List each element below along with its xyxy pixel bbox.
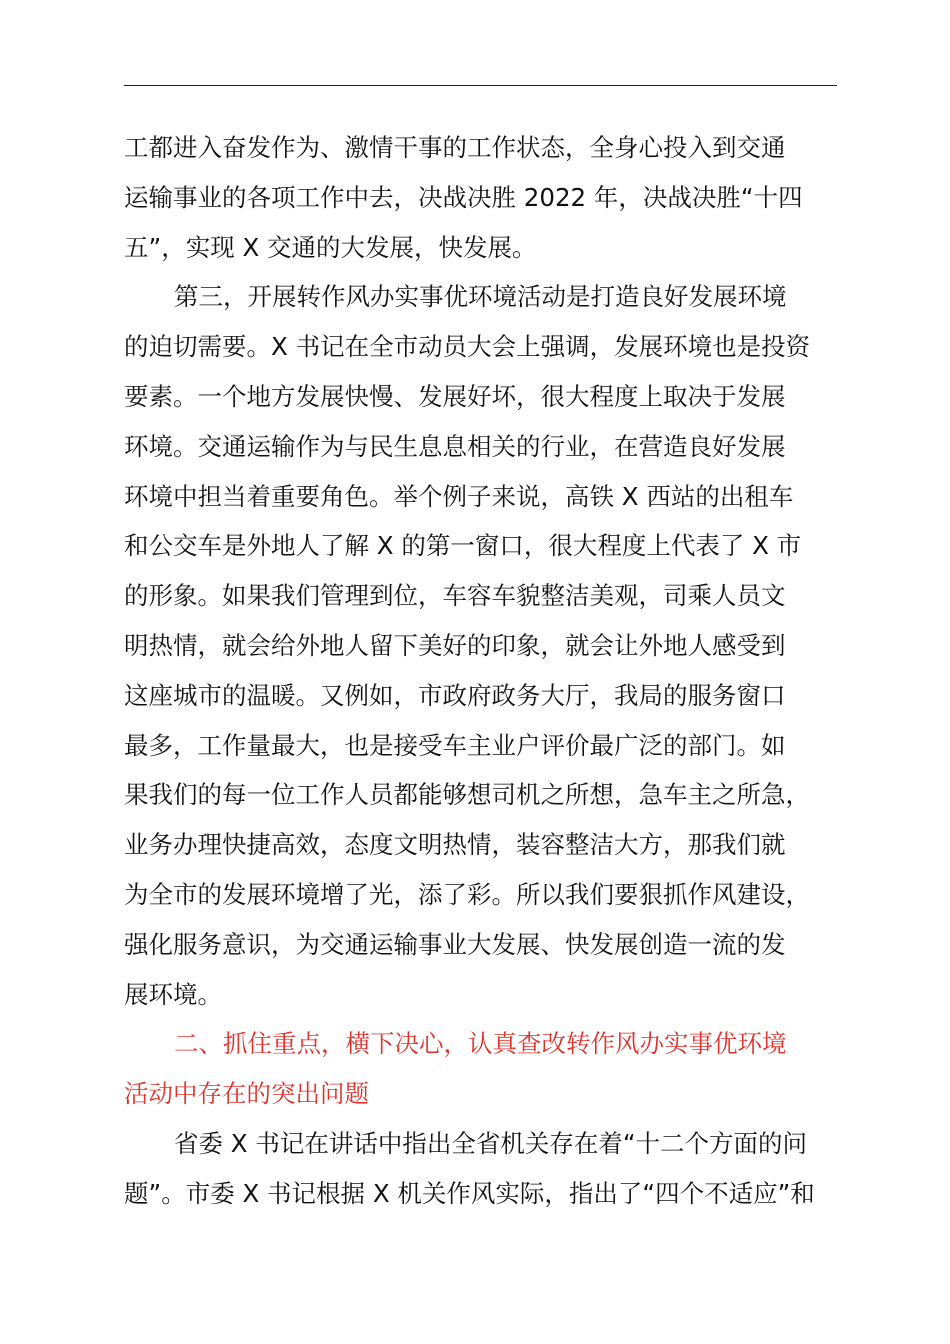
text-line: 强化服务意识，为交通运输事业大发展、快发展创造一流的发 (124, 929, 786, 959)
text-line: 第三，开展转作风办实事优环境活动是打造良好发展环境 (174, 282, 787, 312)
text-line: 的迫切需要。X 书记在全市动员大会上强调，发展环境也是投资 (124, 332, 811, 362)
text-line: 五”，实现 X 交通的大发展，快发展。 (124, 232, 537, 262)
text-line: 最多，工作量最大，也是接受车主业户评价最广泛的部门。如 (124, 730, 786, 760)
text-line: 活动中存在的突出问题 (124, 1079, 369, 1109)
text-line: 为全市的发展环境增了光，添了彩。所以我们要狠抓作风建设， (124, 879, 810, 909)
paragraph (124, 272, 864, 1019)
text-line: 环境。交通运输作为与民生息息相关的行业，在营造良好发展 (124, 431, 786, 461)
text-line: 要素。一个地方发展快慢、发展好坏，很大程度上取决于发展 (124, 381, 786, 411)
text-line: 的形象。如果我们管理到位，车容车貌整洁美观，司乘人员文 (124, 581, 786, 611)
text-line: 展环境。 (124, 979, 222, 1009)
text-line: 省委 X 书记在讲话中指出全省机关存在着“十二个方面的问 (174, 1128, 808, 1158)
document-body (124, 123, 864, 1219)
text-line: 运输事业的各项工作中去，决战决胜 2022 年，决战决胜“十四 (124, 182, 803, 212)
text-line: 题”。市委 X 书记根据 X 机关作风实际，指出了“四个不适应”和 (124, 1178, 815, 1208)
text-line: 业务办理快捷高效，态度文明热情，装容整洁大方，那我们就 (124, 830, 786, 860)
text-line: 工都进入奋发作为、激情干事的工作状态，全身心投入到交通 (124, 133, 786, 162)
paragraph (124, 1119, 864, 1219)
text-line: 明热情，就会给外地人留下美好的印象，就会让外地人感受到 (124, 630, 786, 660)
text-line: 果我们的每一位工作人员都能够想司机之所想，急车主之所急， (124, 780, 810, 810)
paragraph (124, 123, 864, 272)
text-line: 环境中担当着重要角色。举个例子来说，高铁 X 西站的出租车 (124, 481, 794, 511)
header-rule (124, 85, 837, 86)
text-line: 这座城市的温暖。又例如，市政府政务大厅，我局的服务窗口 (124, 680, 786, 710)
section-heading (124, 1019, 864, 1119)
text-line: 和公交车是外地人了解 X 的第一窗口，很大程度上代表了 X 市 (124, 531, 802, 561)
text-line: 二、抓住重点，横下决心，认真查改转作风办实事优环境 (174, 1029, 787, 1059)
